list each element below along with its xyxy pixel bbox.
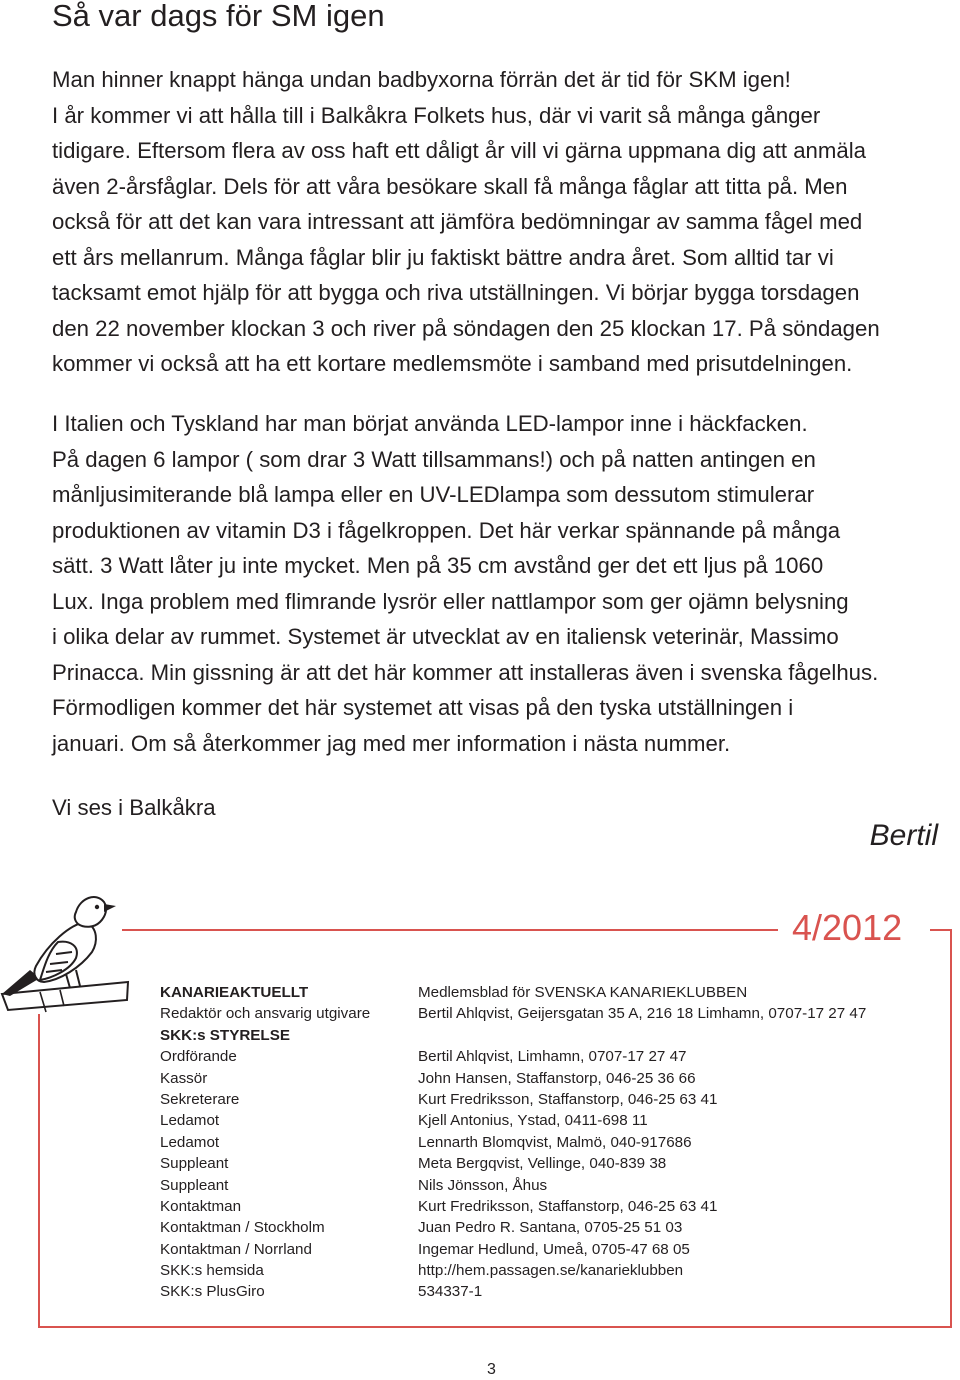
info-value: Bertil Ahlqvist, Geijersgatan 35 A, 216 18 Limhamn, 0707-17 27 47: [418, 1005, 867, 1023]
info-label: Kassör: [160, 1069, 208, 1087]
text-line: januari. Om så återkommer jag med mer information i nästa nummer.: [52, 730, 731, 756]
info-label: SKK:s hemsida: [160, 1262, 264, 1280]
info-value: Juan Pedro R. Santana, 0705-25 51 03: [418, 1219, 683, 1237]
info-row: [160, 1260, 866, 1281]
article-paragraph-2: [52, 406, 878, 761]
info-label: Kontaktman: [160, 1197, 242, 1215]
text-line: också för att det kan vara intressant att jämföra bedömningar av samma fågel med: [52, 209, 863, 234]
info-row: [160, 1196, 866, 1217]
info-value: Kurt Fredriksson, Staffanstorp, 046-25 63 41: [418, 1090, 718, 1108]
article-title: Så var dags för SM igen: [52, 0, 385, 33]
info-row: [160, 1132, 866, 1153]
text-line: den 22 november klockan 3 och river på söndagen den 25 klockan 17. På söndagen: [52, 315, 880, 341]
info-row: [160, 982, 866, 1003]
info-value: John Hansen, Staffanstorp, 046-25 36 66: [418, 1069, 696, 1087]
info-row: [160, 1281, 866, 1302]
info-row: [160, 1239, 866, 1260]
text-line: ett års mellanrum. Många fåglar blir ju faktiskt bättre andra året. Som alltid tar vi: [52, 244, 834, 270]
info-label: Suppleant: [160, 1176, 229, 1194]
info-row: [160, 1153, 866, 1174]
info-label: Suppleant: [160, 1155, 229, 1173]
text-line: Lux. Inga problem med flimrande lysrör eller nattlampor som ger ojämn belysning: [52, 588, 849, 614]
info-row: [160, 1025, 866, 1046]
info-label: Ledamot: [160, 1112, 220, 1130]
text-line: tidigare. Eftersom flera av oss haft ett dåligt år vill vi gärna uppmana dig att anmäla: [52, 138, 866, 163]
info-value: Ingemar Hedlund, Umeå, 0705-47 68 05: [418, 1240, 690, 1258]
text-line: I år kommer vi att hålla till i Balkåkra Folkets hus, där vi varit så många gånger: [52, 102, 821, 128]
info-value: Meta Bergqvist, Vellinge, 040-839 38: [418, 1155, 667, 1173]
info-label: Kontaktman / Norrland: [160, 1240, 312, 1258]
frame-left-line: [38, 1014, 40, 1328]
info-value: http://hem.passagen.se/kanarieklubben: [418, 1262, 684, 1280]
info-label: Kontaktman / Stockholm: [160, 1219, 325, 1237]
canary-bird-illustration: [0, 882, 140, 1032]
frame-bottom-line: [38, 1326, 952, 1328]
info-value: Medlemsblad för SVENSKA KANARIEKLUBBEN: [418, 984, 748, 1001]
info-value: Kjell Antonius, Ystad, 0411-698 11: [418, 1112, 648, 1130]
info-row: [160, 1046, 866, 1067]
page-number: 3: [487, 1361, 496, 1378]
info-value: 534337-1: [418, 1283, 483, 1301]
info-value: Nils Jönsson, Åhus: [418, 1176, 548, 1194]
info-row: [160, 1068, 866, 1089]
info-label: KANARIEAKTUELLT: [160, 984, 309, 1001]
info-label: Ledamot: [160, 1133, 220, 1151]
masthead-info-table: [160, 982, 866, 1303]
info-row: [160, 1110, 866, 1131]
text-line: i olika delar av rummet. Systemet är utvecklat av en italiensk veterinär, Massimo: [52, 624, 839, 649]
text-line: tacksamt emot hjälp för att bygga och riva utställningen. Vi börjar bygga torsdagen: [52, 280, 860, 305]
info-value: Lennarth Blomqvist, Malmö, 040-917686: [418, 1133, 692, 1151]
info-label: Ordförande: [160, 1048, 237, 1066]
info-label: SKK:s STYRELSE: [160, 1026, 290, 1044]
info-row: [160, 1217, 866, 1238]
article-paragraph-1: [52, 62, 880, 382]
info-label: SKK:s PlusGiro: [160, 1283, 265, 1301]
info-label: Sekreterare: [160, 1090, 240, 1108]
frame-top-line: [122, 929, 778, 931]
text-line: kommer vi också att ha ett kortare medlemsmöte i samband med prisutdelningen.: [52, 351, 853, 376]
text-line: produktionen av vitamin D3 i fågelkroppen. Det här verkar spännande på många: [52, 517, 841, 543]
frame-right-line: [950, 929, 952, 1328]
info-label: Redaktör och ansvarig utgivare: [160, 1005, 371, 1023]
info-row: [160, 1089, 866, 1110]
info-value: Bertil Ahlqvist, Limhamn, 0707-17 27 47: [418, 1048, 687, 1066]
info-value: Kurt Fredriksson, Staffanstorp, 046-25 63 41: [418, 1197, 718, 1215]
text-line: sätt. 3 Watt låter ju inte mycket. Men på 35 cm avstånd ger det ett ljus på 1060: [52, 553, 824, 578]
issue-number: 4/2012: [792, 907, 903, 948]
text-line: Förmodligen kommer det här systemet att visas på den tyska utställningen i: [52, 695, 794, 720]
text-line: I Italien och Tyskland har man börjat använda LED-lampor inne i häckfacken.: [52, 411, 808, 436]
text-line: även 2-årsfåglar. Dels för att våra besökare skall få många fåglar att titta på. Men: [52, 173, 848, 199]
text-line: Man hinner knappt hänga undan badbyxorna förrän det är tid för SKM igen!: [52, 67, 791, 92]
info-row: [160, 1175, 866, 1196]
text-line: månljusimiterande blå lampa eller en UV-LEDlampa som dessutom stimulerar: [52, 482, 815, 507]
info-row: [160, 1003, 866, 1024]
text-line: På dagen 6 lampor ( som drar 3 Watt tillsammans!) och på natten antingen en: [52, 446, 816, 472]
closing-line: Vi ses i Balkåkra: [52, 795, 216, 820]
text-line: Prinacca. Min gissning är att det här kommer att installeras även i svenska fågelhus.: [52, 659, 879, 685]
signature: Bertil: [869, 819, 938, 852]
frame-top-right-line: [930, 929, 952, 931]
